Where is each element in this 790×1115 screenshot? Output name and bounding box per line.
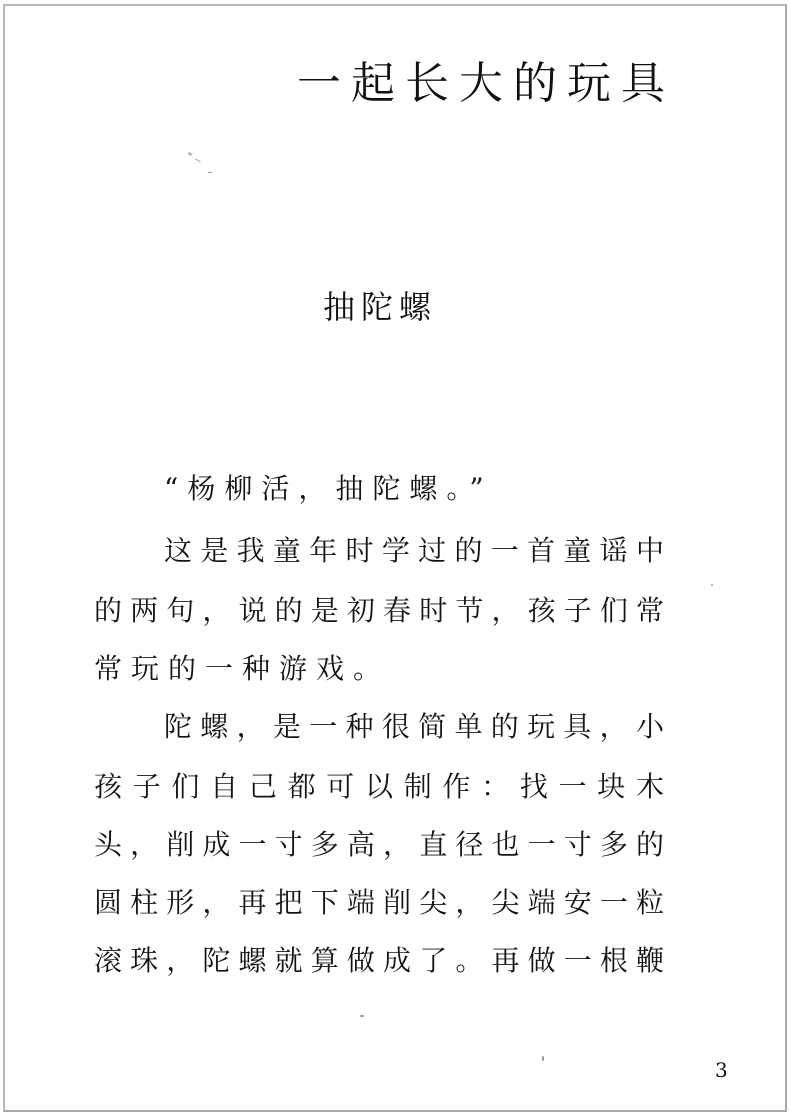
- scan-speck: [195, 159, 201, 163]
- body-line-6: 孩子们自己都可以制作：找一块木: [94, 770, 664, 803]
- page: [3, 4, 787, 1112]
- body-line-9: 滚珠，陀螺就算做成了。再做一根鞭: [94, 944, 664, 977]
- scan-speck: [542, 1056, 544, 1061]
- scan-speck: [360, 1015, 364, 1017]
- section-title: 抽陀螺: [322, 288, 437, 326]
- body-line-8: 圆柱形，再把下端削尖，尖端安一粒: [94, 886, 664, 919]
- body-line-4: 常玩的一种游戏。: [94, 652, 391, 685]
- body-line-1: “杨柳活，抽陀螺。”: [164, 472, 493, 505]
- body-line-7: 头，削成一寸多高，直径也一寸多的: [94, 828, 664, 861]
- body-line-5: 陀螺，是一种很简单的玩具，小: [164, 710, 664, 743]
- page-number: 3: [715, 1058, 728, 1082]
- scan-speck: [711, 584, 713, 586]
- scan-speck: [188, 152, 192, 156]
- body-line-3: 的两句，说的是初春时节，孩子们常: [94, 594, 664, 627]
- body-line-2: 这是我童年时学过的一首童谣中: [164, 534, 664, 567]
- chapter-title: 一起长大的玩具: [297, 58, 675, 109]
- scan-speck: [208, 172, 212, 173]
